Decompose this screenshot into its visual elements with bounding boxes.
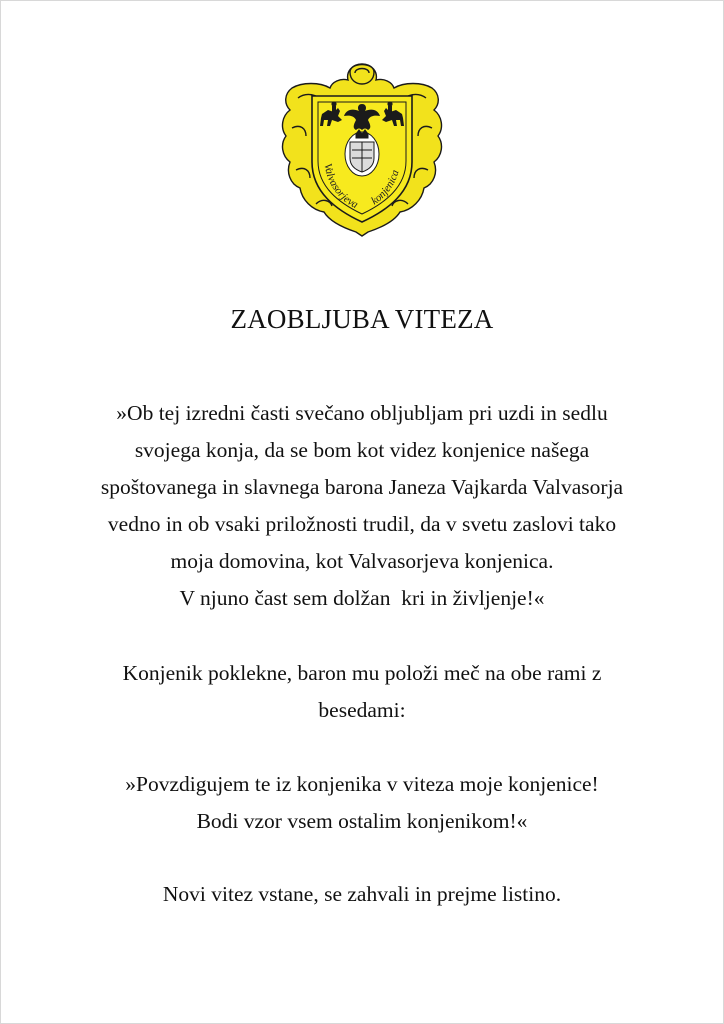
narration-line: Novi vitez vstane, se zahvali in prejme listino. bbox=[162, 882, 562, 906]
cavalry-crest-icon bbox=[272, 58, 452, 240]
page-title: ZAOBLJUBA VITEZA bbox=[230, 304, 494, 334]
oath-line: »Ob tej izredni časti svečano obljubljam pri uzdi in sedlu bbox=[116, 401, 608, 425]
narration-line: Konjenik poklekne, baron mu položi meč na obe rami z bbox=[122, 661, 602, 685]
narration-kneel bbox=[40, 655, 684, 729]
oath-line: spoštovanega in slavnega barona Janeza Vajkarda Valvasorja bbox=[100, 475, 624, 499]
oath-line: svojega konja, da se bom kot videz konjenice našega bbox=[134, 438, 590, 462]
baron-speech bbox=[40, 766, 684, 840]
oath-line: vedno in ob vsaki priložnosti trudil, da v svetu zaslovi tako bbox=[107, 512, 617, 536]
crest-motto-left: Valvasorjeva bbox=[321, 162, 360, 212]
oath-text bbox=[40, 395, 684, 617]
oath-line: moja domovina, kot Valvasorjeva konjenica. bbox=[170, 549, 554, 573]
speech-line: »Povzdigujem te iz konjenika v viteza moje konjenice! bbox=[125, 772, 599, 796]
narration-rise bbox=[40, 876, 684, 913]
speech-line: Bodi vzor vsem ostalim konjenikom!« bbox=[196, 809, 528, 833]
crest-motto-right: konjenica bbox=[369, 168, 402, 208]
narration-line: besedami: bbox=[318, 698, 406, 722]
oath-line: V njuno čast sem dolžan kri in življenje!« bbox=[179, 586, 545, 610]
